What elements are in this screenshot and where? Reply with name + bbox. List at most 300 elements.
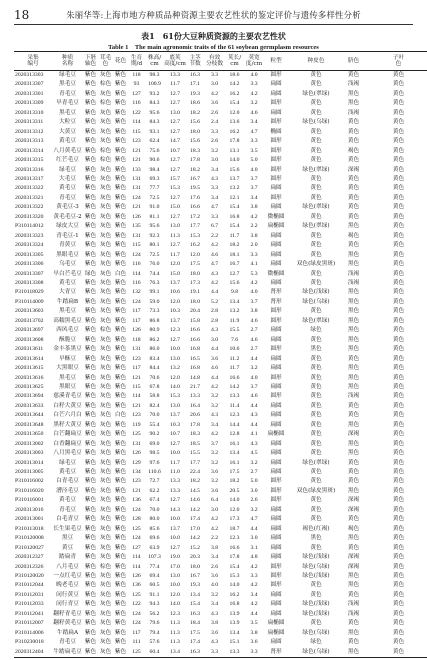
cell-seed-shape: 圆形 [270,72,282,78]
cell-growth-period: 126 [132,573,141,580]
cell-germplasm-name: 黑毛豆 [58,308,77,315]
cell-plant-height: 76.3 [149,279,160,286]
cell-main-stem-nodes: 16.8 [190,346,200,353]
cell-pubescence-color: 灰色 [99,317,112,324]
cell-pod-width: 4.0 [250,289,258,296]
cell-hilum-color: 黄色 [347,469,360,476]
cell-bottom-pod-height: 10.0 [170,516,180,523]
traits-table [14,51,427,658]
cell-seed-coat-color: 绿色(浅绿) [302,601,330,608]
cell-effective-branches: 2.6 [210,138,219,145]
cell-effective-branches: 3.2 [210,147,219,154]
cell-seed-shape: 椭圆 [270,128,282,135]
cell-plant-height: 74.4 [149,270,160,277]
cell-pubescence-color: 灰色 [99,109,112,116]
cell-bottom-pod-height: 12.0 [170,591,180,598]
cell-germplasm-name: 牛踏扁A [56,629,79,636]
cell-pod-length: 17.3 [229,516,240,523]
cell-seed-shape: 圆形 [270,497,282,504]
table-row [14,194,427,203]
cell-pod-length: 16.7 [229,261,240,268]
cell-bottom-pod-height: 13.3 [170,478,180,485]
cell-pod-width: 3.1 [250,544,258,551]
table-row [14,184,427,193]
cell-pod-width: 5.0 [250,157,258,164]
cell-hypocotyl-color: 紫色 [84,355,97,362]
cell-hypocotyl-color: 紫色 [84,279,97,286]
table-row [14,270,427,279]
cell-pod-length: 12.0 [229,506,240,513]
cell-cotyledon-color: 黄色 [392,573,405,580]
cell-effective-branches: 4.2 [210,242,219,249]
cell-plant-height: 98.3 [149,72,160,78]
cell-main-stem-nodes: 15.3 [190,232,200,239]
table-row [14,279,427,288]
cell-main-stem-nodes: 16.7 [190,573,200,580]
cell-flower-color: 紫色 [114,194,127,201]
cell-main-stem-nodes: 19.5 [190,185,200,192]
cell-growth-period: 123 [132,355,141,362]
table-row [14,147,427,156]
cell-effective-branches: 3.0 [210,81,219,88]
cell-plant-height: 91.1 [149,591,160,598]
cell-growth-period: 125 [132,591,141,598]
cell-collection-id: P310116020 [15,487,44,494]
cell-pubescence-color: 灰色 [99,90,112,97]
cell-cotyledon-color: 黄色 [392,81,405,88]
cell-hypocotyl-color: 紫色 [84,336,97,343]
cell-main-stem-nodes: 17.7 [190,223,200,230]
cell-effective-branches: 2.4 [210,119,219,126]
cell-cotyledon-color: 黄色 [392,487,405,494]
cell-effective-branches: 4.2 [210,431,219,438]
cell-plant-height: 72.5 [149,251,160,258]
cell-seed-shape: 扁圆 [270,81,282,88]
cell-bottom-pod-height: 12.7 [170,544,180,551]
cell-cotyledon-color: 黄色 [392,450,405,457]
cell-pod-width: 4.2 [250,213,258,220]
cell-hypocotyl-color: 紫色 [84,582,97,589]
cell-pubescence-color: 灰色 [99,194,112,201]
cell-pod-length: 11.9 [229,317,240,324]
cell-pubescence-color: 灰色 [99,497,112,504]
cell-cotyledon-color: 黄色 [392,459,405,466]
cell-cotyledon-color: 黄色 [392,194,405,201]
table-row [14,326,427,335]
table-row [14,544,427,553]
cell-hypocotyl-color: 紫色 [84,412,97,419]
cell-plant-height: 83.4 [149,355,160,362]
cell-flower-color: 紫色 [114,72,127,78]
cell-main-stem-nodes: 15.6 [190,138,200,145]
cell-hypocotyl-color: 紫色 [84,128,97,135]
cell-collection-id: P310112041 [15,610,44,617]
cell-growth-period: 136 [132,582,141,589]
cell-collection-id: P310120020 [15,573,44,580]
cell-main-stem-nodes: 19.3 [190,90,200,97]
cell-pubescence-color: 灰色 [99,336,112,343]
cell-effective-branches: 2.6 [210,109,219,116]
cell-main-stem-nodes: 15.5 [190,450,200,457]
cell-pubescence-color: 灰色 [99,346,112,353]
cell-seed-coat-color: 绿色(乌绿) [302,629,330,636]
cell-hypocotyl-color: 紫色 [84,251,97,258]
cell-main-stem-nodes: 16.5 [190,355,200,362]
cell-plant-height: 62.2 [149,487,160,494]
cell-pod-width: 2.7 [250,346,258,353]
cell-pubescence-color: 灰色 [99,506,112,513]
cell-hilum-color: 黄色 [347,402,360,409]
cell-pod-width: 3.3 [250,573,258,580]
cell-germplasm-name: 大黄豆 [58,128,77,135]
cell-pod-length: 18.7 [229,525,240,532]
cell-growth-period: 114 [132,393,141,400]
cell-pubescence-color: 灰色 [99,639,112,646]
table-row [14,411,427,420]
cell-main-stem-nodes: 17.6 [190,194,200,201]
cell-seed-coat-color: 黄色 [310,591,322,598]
cell-bottom-pod-height: 13.0 [170,355,180,362]
cell-bottom-pod-height: 12.0 [170,261,180,268]
cell-effective-branches: 3.0 [210,157,219,164]
cell-hypocotyl-color: 紫色 [84,393,97,400]
cell-plant-height: 107.3 [148,554,161,561]
cell-bottom-pod-height: 14.0 [170,601,180,608]
cell-seed-shape: 扁椭圆 [267,431,285,438]
cell-bottom-pod-height: 10.0 [170,346,180,353]
cell-collection-id: 2020313306 [15,261,44,268]
cell-germplasm-name: 白芒翻扁豆 [53,431,82,438]
cell-pod-width: 3.8 [250,308,258,315]
cell-collection-id: 2020313603 [15,308,44,315]
cell-hilum-color: 黄色 [347,544,360,551]
cell-cotyledon-color: 黄色 [392,100,405,107]
cell-flower-color: 紫色 [114,298,127,305]
cell-effective-branches: 3.2 [210,478,219,485]
cell-growth-period: 124 [132,251,141,258]
table-row [14,629,427,638]
cell-seed-coat-color: 双色(绿皮黑斑) [296,487,336,494]
cell-pod-length: 14.2 [229,383,240,390]
cell-effective-branches: 3.2 [210,450,219,457]
cell-growth-period: 116 [132,100,141,107]
table-caption-zh: 表1 61份大豆种质资源的主要农艺性状 [141,31,286,41]
cell-bottom-pod-height: 12.7 [170,440,180,447]
cell-flower-color: 紫色 [114,346,127,353]
cell-pod-width: 4.4 [250,610,258,617]
table-row [14,298,427,307]
table-row [14,241,427,250]
cell-collection-id: 2020313301 [15,90,44,97]
cell-seed-coat-color: 黄色 [310,355,322,362]
cell-germplasm-name: 牛踏扁毛豆 [53,648,82,655]
cell-seed-coat-color: 黄色 [310,365,322,372]
table-row [14,336,427,345]
cell-seed-coat-color: 黄色 [310,270,322,277]
cell-collection-id: P310112007 [15,620,44,627]
cell-seed-coat-color: 绿色(浅绿) [302,289,330,296]
cell-plant-height: 79.6 [149,620,160,627]
cell-plant-height: 91.0 [149,204,160,211]
cell-seed-coat-color: 黄色 [310,251,322,258]
cell-pod-width: 3.6 [250,639,258,646]
cell-effective-branches: 3.7 [210,440,219,447]
cell-cotyledon-color: 黄色 [392,497,405,504]
cell-bottom-pod-height: 13.2 [170,365,180,372]
cell-seed-shape: 扁圆 [270,459,282,466]
cell-germplasm-name: 青毛豆 [58,194,77,201]
cell-cotyledon-color: 黄色 [392,582,405,589]
cell-seed-coat-color: 黄色 [310,242,322,249]
cell-effective-branches: 4.3 [210,639,219,646]
cell-cotyledon-color: 黄色 [392,336,405,343]
table-row [14,317,427,326]
cell-germplasm-name: 黄毛豆 [58,185,77,192]
cell-growth-period: 131 [132,440,141,447]
cell-plant-height: 69.6 [149,535,160,542]
cell-bottom-pod-height: 13.7 [170,317,180,324]
cell-pod-length: 16.8 [229,213,240,220]
cell-hilum-color: 黄色 [347,72,360,78]
cell-bottom-pod-height: 15.0 [170,270,180,277]
cell-flower-color: 紫色 [114,459,127,466]
cell-hilum-color: 黑色 [347,365,360,372]
cell-pod-width: 5.0 [250,478,258,485]
cell-growth-period: 127 [132,544,141,551]
cell-seed-shape: 扁圆 [270,242,282,249]
cell-plant-height: 84.4 [149,365,160,372]
cell-plant-height: 86.8 [149,317,160,324]
cell-pod-length: 14.0 [229,582,240,589]
cell-effective-branches: 3.4 [210,554,219,561]
cell-effective-branches: 3.2 [210,393,219,400]
cell-hilum-color: 黄色 [347,459,360,466]
cell-hypocotyl-color: 紫色 [84,469,97,476]
cell-pod-width: 4.0 [250,72,258,78]
cell-flower-color: 白色 [114,412,127,419]
cell-pubescence-color: 灰色 [99,289,112,296]
cell-effective-branches: 3.6 [210,629,219,636]
cell-effective-branches: 6.4 [210,497,219,504]
cell-cotyledon-color: 黄色 [392,525,405,532]
cell-main-stem-nodes: 14.5 [190,487,200,494]
cell-pod-width: 4.4 [250,525,258,532]
cell-cotyledon-color: 黄色 [392,516,405,523]
cell-pod-length: 13.7 [229,175,240,182]
cell-seed-shape: 圆形 [270,374,282,381]
cell-growth-period: 114 [132,119,141,126]
cell-seed-shape: 扁圆 [270,402,282,409]
cell-plant-height: 84.3 [149,119,160,126]
cell-seed-coat-color: 黄色 [310,582,322,589]
cell-effective-branches: 3.3 [210,128,219,135]
cell-pod-length: 13.2 [229,308,240,315]
cell-pubescence-color: 灰色 [99,355,112,362]
cell-pod-width: 4.6 [250,393,258,400]
cell-flower-color: 紫色 [114,109,127,116]
cell-pod-width: 3.2 [250,365,258,372]
table-row [14,232,427,241]
cell-seed-shape: 扁圆 [270,412,282,419]
cell-plant-height: 60.4 [149,648,160,655]
cell-bottom-pod-height: 10.3 [170,421,180,428]
cell-pod-width: 4.6 [250,336,258,343]
cell-hilum-color: 黑色 [347,535,360,542]
cell-flower-color: 紫色 [114,582,127,589]
cell-bottom-pod-height: 10.0 [170,582,180,589]
cell-germplasm-name: 金丰茶黑豆 [53,346,82,353]
cell-seed-shape: 圆形 [270,166,282,173]
table-row [14,355,427,364]
cell-collection-id: 2020313003 [15,450,44,457]
cell-hilum-color: 深褐 [347,554,360,561]
cell-pod-length: 13.9 [229,620,240,627]
cell-bottom-pod-height: 10.0 [170,535,180,542]
table-row [14,430,427,439]
cell-collection-id: P310114012 [15,223,44,230]
cell-seed-shape: 扁圆 [270,204,282,211]
cell-plant-height: 55.4 [149,421,160,428]
cell-effective-branches: 2.8 [210,317,219,324]
cell-germplasm-name: 青毛豆 [58,506,77,513]
cell-cotyledon-color: 黄色 [392,317,405,324]
cell-pubescence-color: 灰色 [99,374,112,381]
cell-collection-id: 2020313648 [15,421,44,428]
cell-bottom-pod-height: 12.7 [170,119,180,126]
cell-seed-shape: 圆形 [270,346,282,353]
cell-seed-shape: 圆形 [270,119,282,126]
cell-hypocotyl-color: 紫色 [84,308,97,315]
cell-collection-id: 2020313625 [15,383,44,390]
cell-bottom-pod-height: 10.7 [170,431,180,438]
cell-seed-coat-color: 黄色 [310,128,322,135]
cell-hilum-color: 黑色 [347,440,360,447]
cell-collection-id: P310118029 [15,289,44,296]
cell-main-stem-nodes: 17.8 [190,421,200,428]
cell-seed-shape: 扁圆 [270,261,282,268]
cell-pod-length: 13.4 [229,629,240,636]
cell-seed-coat-color: 黄色 [310,497,322,504]
cell-hilum-color: 深褐 [347,497,360,504]
cell-germplasm-name: 白毛青豆 [56,516,79,523]
cell-hypocotyl-color: 紫色 [84,440,97,447]
cell-main-stem-nodes: 17.3 [190,279,200,286]
cell-bottom-pod-height: 11.3 [170,639,180,646]
cell-growth-period: 121 [132,374,141,381]
cell-growth-period: 114 [132,563,141,570]
cell-bottom-pod-height: 15.3 [170,185,180,192]
cell-growth-period: 123 [132,478,141,485]
cell-bottom-pod-height: 12.7 [170,166,180,173]
cell-cotyledon-color: 黄色 [392,138,405,145]
cell-pod-length: 15.3 [229,573,240,580]
cell-pod-length: 18.6 [229,72,240,78]
table-row [14,203,427,212]
cell-plant-height: 93.1 [149,128,160,135]
table-row [14,392,427,401]
table-row [14,175,427,184]
cell-main-stem-nodes: 17.4 [190,516,200,523]
cell-hypocotyl-color: 紫色 [84,175,97,182]
cell-bottom-pod-height: 10.7 [170,147,180,154]
cell-pod-length: 13.1 [229,147,240,154]
cell-hypocotyl-color: 绿色 [84,270,97,277]
cell-growth-period: 128 [132,516,141,523]
cell-hilum-color: 黑色 [347,648,360,655]
cell-pod-length: 15.6 [229,166,240,173]
cell-plant-height: 77.4 [149,563,160,570]
cell-seed-shape: 圆形 [270,478,282,485]
cell-pod-width: 4.2 [250,90,258,97]
cell-growth-period: 114 [132,270,141,277]
cell-hypocotyl-color: 紫色 [84,119,97,126]
cell-germplasm-name: 黑眼毛豆 [56,251,79,258]
cell-germplasm-name: 青毛豆 [58,639,77,646]
cell-flower-color: 紫色 [114,601,127,608]
cell-hypocotyl-color: 紫色 [84,261,97,268]
cell-bottom-pod-height: 11.3 [170,620,180,627]
cell-collection-id: 2020313305 [15,251,44,258]
cell-seed-coat-color: 绿色(乌绿) [302,298,330,305]
cell-germplasm-name: 黄毛毛豆-2 [53,213,82,220]
cell-pod-width: 4.3 [250,440,258,447]
cell-bottom-pod-height: 13.3 [170,487,180,494]
cell-seed-shape: 扁圆 [270,591,282,598]
cell-flower-color: 紫色 [114,317,127,324]
cell-seed-coat-color: 黄色 [310,175,322,182]
cell-pod-length: 15.6 [229,279,240,286]
cell-hilum-color: 黄色 [347,185,360,192]
cell-cotyledon-color: 黄色 [392,72,405,78]
cell-cotyledon-color: 黄色 [392,431,405,438]
cell-main-stem-nodes: 15.8 [190,317,200,324]
cell-pod-length: 16.2 [229,90,240,97]
cell-hypocotyl-color: 紫色 [84,289,97,296]
cell-effective-branches: 4.0 [210,582,219,589]
cell-hypocotyl-color: 紫色 [84,138,97,145]
cell-plant-height: 70.0 [149,412,160,419]
cell-pod-length: 17.5 [229,469,240,476]
cell-effective-branches: 3.2 [210,591,219,598]
cell-hypocotyl-color: 紫色 [84,487,97,494]
header-cotyledon-color: 子叶 色 [392,54,405,67]
cell-pod-length: 16.8 [229,601,240,608]
table-row [14,619,427,628]
cell-seed-coat-color: 绿色(翠绿) [302,204,330,211]
cell-effective-branches: 2.8 [210,308,219,315]
cell-germplasm-name: 绿毛豆 [58,72,77,78]
cell-hilum-color: 黑色 [347,336,360,343]
cell-seed-coat-color: 黄色 [310,336,322,343]
cell-growth-period: 124 [132,620,141,627]
table-row [14,477,427,486]
cell-seed-shape: 肾形 [270,289,282,296]
cell-flower-color: 紫色 [114,90,127,97]
cell-flower-color: 紫色 [114,185,127,192]
cell-flower-color: 紫色 [114,440,127,447]
cell-germplasm-name: 翻籽青毛豆 [53,610,82,617]
cell-plant-height: 76.0 [149,261,160,268]
cell-growth-period: 125 [132,525,141,532]
cell-hypocotyl-color: 紫色 [84,383,97,390]
cell-seed-shape: 肾形 [270,298,282,305]
cell-hilum-color: 黄色 [347,478,360,485]
cell-growth-period: 122 [132,601,141,608]
cell-germplasm-name: 早青毛豆 [56,100,79,107]
cell-cotyledon-color: 黄色 [392,601,405,608]
cell-collection-id: 2020313702 [15,317,44,324]
cell-flower-color: 紫色 [114,610,127,617]
